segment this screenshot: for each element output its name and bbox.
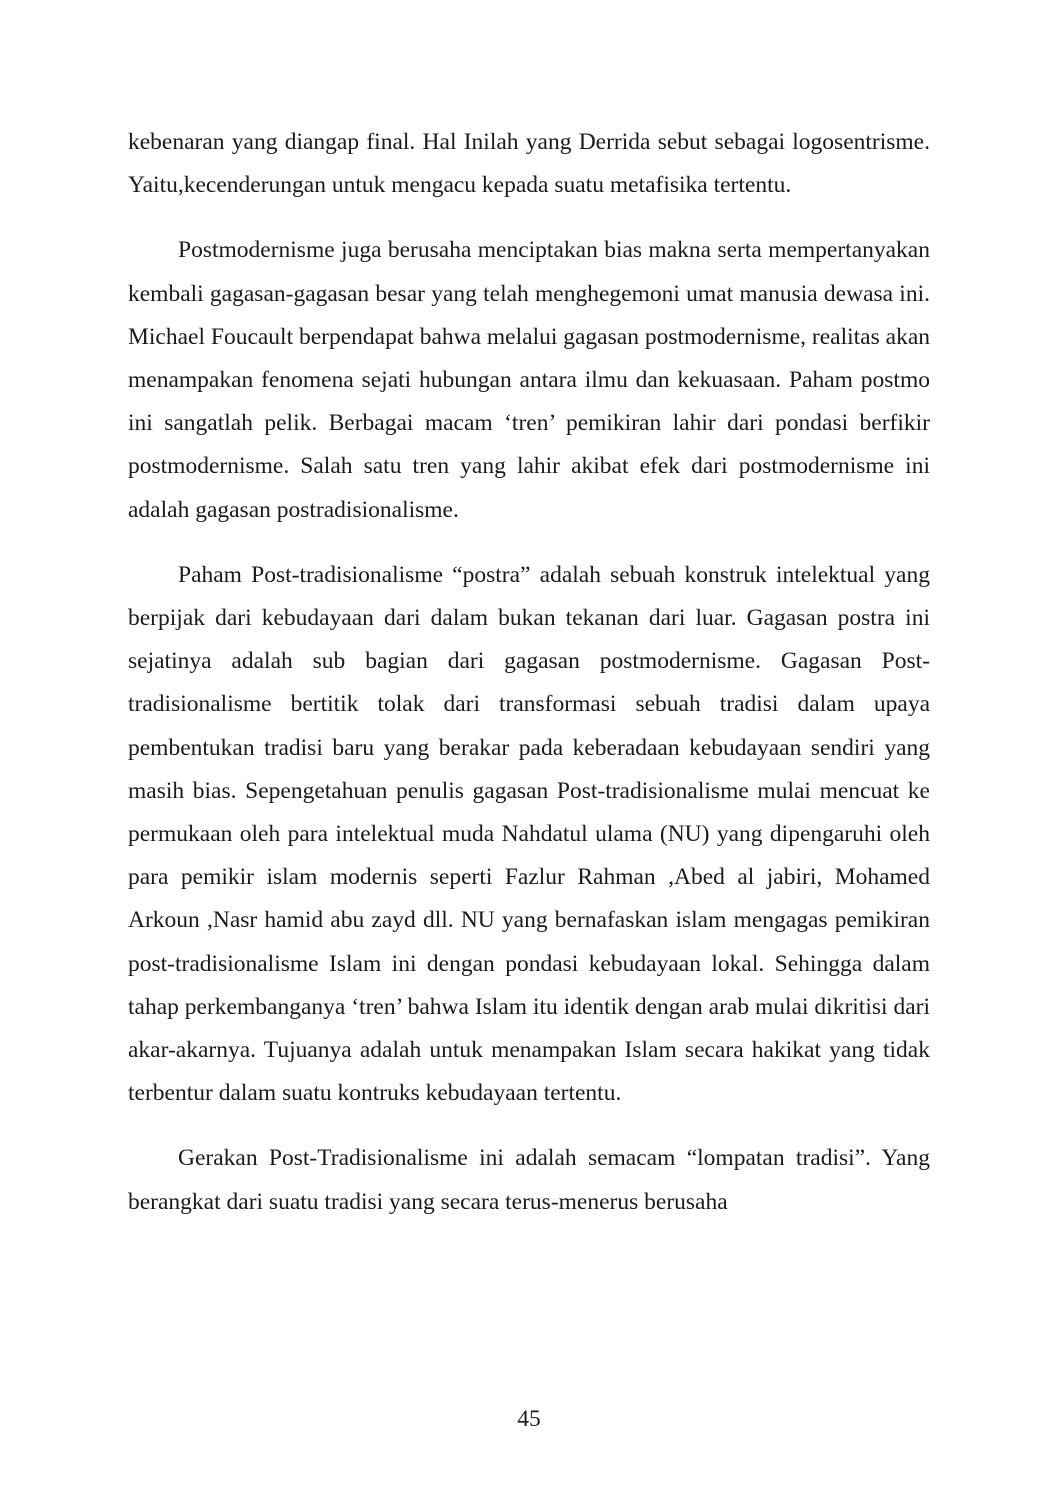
- page-number: 45: [517, 1406, 541, 1432]
- paragraph-1: kebenaran yang diangap final. Hal Inilah yang Derrida sebut sebagai logosentrisme. Yaitu,kecenderungan untuk mengacu kepada suatu metafisika tertentu.: [128, 129, 930, 199]
- paragraph-4: Gerakan Post-Tradisionalisme ini adalah semacam “lompatan tradisi”. Yang berangkat dari suatu tradisi yang secara terus-menerus berusaha: [128, 1145, 930, 1215]
- paragraph-2: Postmodernisme juga berusaha menciptakan bias makna serta mempertanyakan kembali gagasan-gagasan besar yang telah menghegemoni umat manusia dewasa ini. Michael Foucault berpendapat bahwa melalui gagasan postmodernisme, realitas akan menampakan fenomena sejati hubungan antara ilmu dan kekuasaan. Paham postmo ini sangatlah pelik. Berbagai macam ‘tren’ pemikiran lahir dari pondasi berfikir postmodernisme. Salah satu tren yang lahir akibat efek dari postmodernisme ini adalah gagasan postradisionalisme.: [128, 237, 930, 523]
- document-body: [128, 121, 930, 1246]
- paragraph-3: Paham Post-tradisionalisme “postra” adalah sebuah konstruk intelektual yang berpijak dari kebudayaan dari dalam bukan tekanan dari luar. Gagasan postra ini sejatinya adalah sub bagian dari gagasan postmodernisme. Gagasan Post-tradisionalisme bertitik tolak dari transformasi sebuah tradisi dalam upaya pembentukan tradisi baru yang berakar pada keberadaan kebudayaan sendiri yang masih bias. Sepengetahuan penulis gagasan Post-tradisionalisme mulai mencuat ke permukaan oleh para intelektual muda Nahdatul ulama (NU) yang dipengaruhi oleh para pemikir islam modernis seperti Fazlur Rahman ,Abed al jabiri, Mohamed Arkoun ,Nasr hamid abu zayd dll. NU yang bernafaskan islam mengagas pemikiran post-tradisionalisme Islam ini dengan pondasi kebudayaan lokal. Sehingga dalam tahap perkembanganya ‘tren’ bahwa Islam itu identik dengan arab mulai dikritisi dari akar-akarnya. Tujuanya adalah untuk menampakan Islam secara hakikat yang tidak terbentur dalam suatu kontruks kebudayaan tertentu.: [128, 561, 930, 1107]
